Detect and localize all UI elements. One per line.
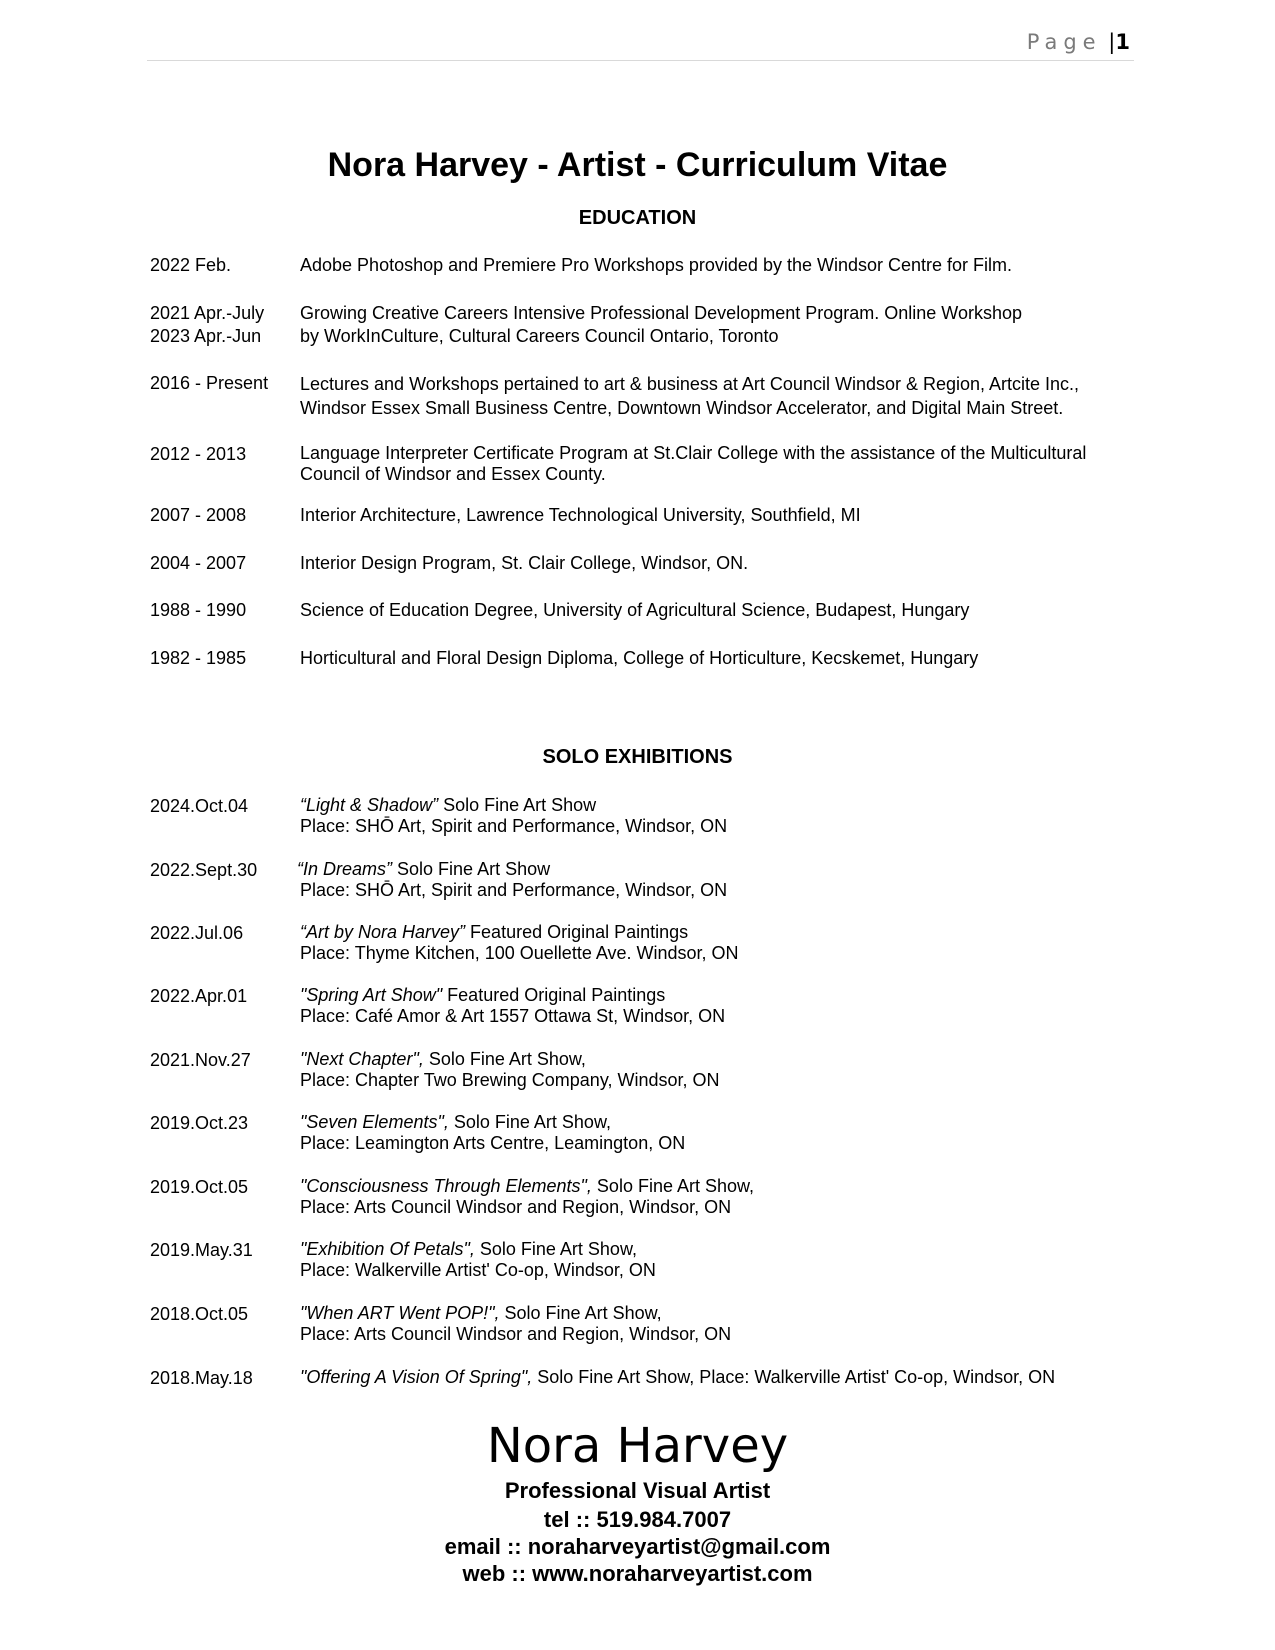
exhibition-line [300,1049,1275,1070]
entry-date: 1982 - 1985 [150,648,247,668]
entry-line: Horticultural and Floral Design Diploma, College of Horticulture, Kecskemet, Hungary [300,648,979,668]
entry-date: 2019.Oct.23 [150,1113,249,1133]
exhibition-place: Place: Chapter Two Brewing Company, Windsor, ON [300,1070,720,1090]
exhibition-title: “In Dreams” [297,859,393,879]
footer-email: email :: noraharveyartist@gmail.com [444,1534,831,1559]
exhibition-title: "Spring Art Show" [300,985,443,1005]
exhibition-place: Place: Café Amor & Art 1557 Ottawa St, Windsor, ON [300,1006,726,1026]
exhibition-place: Place: Arts Council Windsor and Region, Windsor, ON [300,1197,732,1217]
page-number-value: 1 [1115,30,1130,54]
entry-description [300,1176,1275,1218]
entry-line: Language Interpreter Certificate Program at St.Clair College with the assistance of the Multicultural [300,443,1087,463]
entry-description [300,504,1275,527]
entry-line: Adobe Photoshop and Premiere Pro Workshops provided by the Windsor Centre for Film. [300,255,1013,275]
exhibition-title: "Exhibition Of Petals", [300,1239,475,1259]
exhibition-line [300,1176,1275,1197]
exhibition-type: Solo Fine Art Show, [499,1303,662,1323]
exhibition-line [300,1367,1275,1388]
entry-description [300,1367,1275,1388]
exhibition-title: "Consciousness Through Elements", [300,1176,592,1196]
entry-description [300,922,1275,964]
exhibition-line [300,795,1275,816]
entry-date: 2016 - Present [150,373,269,393]
entry-description [300,254,1275,277]
exhibition-type: Solo Fine Art Show [392,859,551,879]
contact-footer [0,1418,1275,1587]
footer-website: web :: www.noraharveyartist.com [462,1561,813,1586]
entry-date: 2019.Oct.05 [150,1177,249,1197]
entry-description [300,1303,1275,1345]
entry-line: Windsor Essex Small Business Centre, Downtown Windsor Accelerator, and Digital Main Street. [300,398,1064,418]
exhibition-line [300,985,1275,1006]
entry-description [300,552,1275,575]
entry-date: 2022.Jul.06 [150,923,244,943]
document-title: Nora Harvey - Artist - Curriculum Vitae [327,146,948,184]
exhibition-line [297,859,1275,880]
exhibition-type: Featured Original Paintings [442,985,666,1005]
exhibition-place: Place: Arts Council Windsor and Region, Windsor, ON [300,1324,732,1344]
exhibition-line [300,922,1275,943]
entry-description [300,302,1275,348]
entry-description [300,599,1275,622]
exhibition-line [300,1303,1275,1324]
page-word: Page [1026,30,1102,54]
entry-date: 2018.May.18 [150,1368,253,1388]
entry-line: by WorkInCulture, Cultural Careers Council Ontario, Toronto [300,326,779,346]
entry-line: Lectures and Workshops pertained to art & business at Art Council Windsor & Region, Artcite Inc., [300,374,1080,394]
exhibition-title: “Light & Shadow” [300,795,439,815]
entry-description [300,647,1275,670]
entry-description [300,372,1275,420]
entry-date: 2022.Sept.30 [150,860,258,880]
entry-description [300,443,1275,485]
entry-description [300,1112,1275,1154]
exhibition-place: Place: SHŌ Art, Spirit and Performance, Windsor, ON [300,880,728,900]
entry-description [300,985,1275,1027]
entry-date: 2019.May.31 [150,1240,253,1260]
entry-date: 2022 Feb. [150,255,232,275]
page-separator: | [1108,30,1116,54]
exhibition-place: Place: Walkerville Artist' Co-op, Windsor, ON [300,1260,656,1280]
exhibition-title: "When ART Went POP!", [300,1303,500,1323]
entry-date: 2022.Apr.01 [150,986,248,1006]
education-heading: EDUCATION [578,207,697,229]
entry-date: 1988 - 1990 [150,600,247,620]
entry-line: Interior Design Program, St. Clair College, Windsor, ON. [300,553,749,573]
exhibition-type: Solo Fine Art Show, [474,1239,637,1259]
exhibition-type: Solo Fine Art Show, [448,1112,611,1132]
exhibition-type: Solo Fine Art Show, [423,1049,586,1069]
entry-line: Science of Education Degree, University of Agricultural Science, Budapest, Hungary [300,600,970,620]
entry-description [300,795,1275,837]
entry-line: Interior Architecture, Lawrence Technological University, Southfield, MI [300,505,861,525]
entry-date: 2021.Nov.27 [150,1050,251,1070]
exhibition-place: Place: SHŌ Art, Spirit and Performance, Windsor, ON [300,816,728,836]
entry-line: Council of Windsor and Essex County. [300,464,606,484]
footer-role: Professional Visual Artist [504,1478,771,1503]
exhibition-type: Solo Fine Art Show [438,795,597,815]
entry-date: 2021 Apr.-July [150,303,265,323]
exhibition-type: Solo Fine Art Show, Place: Walkerville Artist' Co-op, Windsor, ON [532,1367,1056,1387]
exhibition-place: Place: Thyme Kitchen, 100 Ouellette Ave. Windsor, ON [300,943,739,963]
exhibition-title: "Seven Elements", [300,1112,449,1132]
entry-date: 2024.Oct.04 [150,796,249,816]
entry-description [297,859,1275,901]
exhibition-type: Solo Fine Art Show, [591,1176,755,1196]
footer-phone: tel :: 519.984.7007 [543,1507,732,1532]
entry-description [300,1239,1275,1281]
entry-date: 2004 - 2007 [150,553,247,573]
exhibition-place: Place: Leamington Arts Centre, Leamington, ON [300,1133,686,1153]
solo-exhibitions-heading: SOLO EXHIBITIONS [542,746,733,768]
exhibition-title: "Next Chapter", [300,1049,424,1069]
exhibition-line [300,1239,1275,1260]
entry-date: 2007 - 2008 [150,505,247,525]
page-number [1027,30,1130,54]
entry-date: 2012 - 2013 [150,444,247,464]
page-header [147,28,1134,61]
entry-date-secondary: 2023 Apr.-Jun [150,326,262,346]
exhibition-title: “Art by Nora Harvey” [300,922,466,942]
exhibition-title: "Offering A Vision Of Spring", [300,1367,533,1387]
footer-name: Nora Harvey [486,1418,789,1474]
entry-description [300,1049,1275,1091]
entry-line: Growing Creative Careers Intensive Professional Development Program. Online Workshop [300,303,1022,323]
exhibition-line [300,1112,1275,1133]
exhibition-type: Featured Original Paintings [465,922,689,942]
entry-date: 2018.Oct.05 [150,1304,249,1324]
